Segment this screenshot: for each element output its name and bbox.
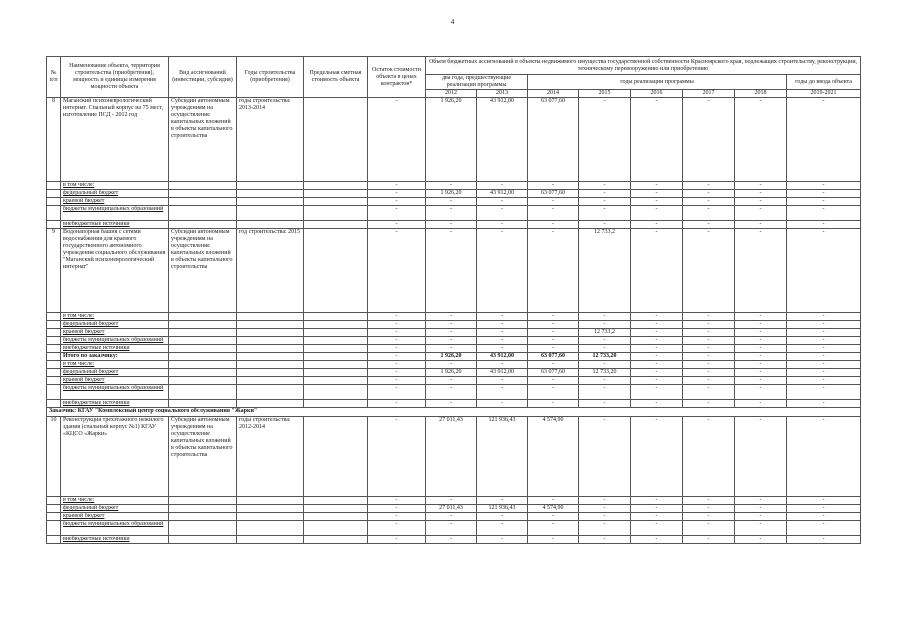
cell-value: - xyxy=(631,521,683,536)
cell-value: - xyxy=(787,221,861,229)
cell-value: - xyxy=(683,417,735,497)
cell-value: - xyxy=(787,536,861,544)
cell-value: 43 912,00 xyxy=(477,98,528,182)
cell-value: - xyxy=(477,229,528,313)
cell-value: - xyxy=(426,206,477,221)
cell-value: 121 936,43 xyxy=(477,505,528,513)
cell-value: - xyxy=(683,98,735,182)
cell-value: - xyxy=(683,361,735,369)
cell-value: - xyxy=(426,361,477,369)
investment-table xyxy=(46,56,861,544)
cell-value: - xyxy=(631,337,683,345)
header-after: годы до ввода объекта xyxy=(787,75,861,90)
cell-value: 12 733,20 xyxy=(579,353,631,361)
cell-value: - xyxy=(579,377,631,385)
table-row xyxy=(47,417,861,497)
table-row xyxy=(47,345,861,353)
cell-value: - xyxy=(368,345,426,353)
cell-value: - xyxy=(426,377,477,385)
cell-value: - xyxy=(528,182,579,190)
sub-label: внебюджетные источники xyxy=(61,221,169,229)
cell-value: - xyxy=(477,221,528,229)
cell-value: - xyxy=(683,513,735,521)
sub-label: федеральный бюджет xyxy=(61,369,169,377)
table-row xyxy=(47,321,861,329)
cell-value: - xyxy=(631,229,683,313)
sub-label: краевой бюджет xyxy=(61,198,169,206)
cell-value: - xyxy=(787,329,861,337)
cell-value: - xyxy=(631,536,683,544)
cell-value: - xyxy=(787,98,861,182)
sub-label: федеральный бюджет xyxy=(61,190,169,198)
cell-value: - xyxy=(477,345,528,353)
cell-value: - xyxy=(683,505,735,513)
cell-value: - xyxy=(426,385,477,400)
cell-value: - xyxy=(528,329,579,337)
cell-value: - xyxy=(683,385,735,400)
sub-label: бюджеты муниципальных образований xyxy=(61,385,169,400)
sub-label: внебюджетные источники xyxy=(61,536,169,544)
table-row xyxy=(47,377,861,385)
cell-value: - xyxy=(631,417,683,497)
cell-value: - xyxy=(631,505,683,513)
table-row xyxy=(47,497,861,505)
cell-value: - xyxy=(579,497,631,505)
cell-value: - xyxy=(426,400,477,408)
object-type: Субсидии автономным учреждениям на осуществление капитальных вложений в объекты капитального строительства xyxy=(169,98,237,182)
cell-value: 1 926,20 xyxy=(426,190,477,198)
cell-value: - xyxy=(787,385,861,400)
cell-value: - xyxy=(426,182,477,190)
year-2012: 2012 xyxy=(426,90,477,98)
year-2013: 2013 xyxy=(477,90,528,98)
cell-value: - xyxy=(368,337,426,345)
cell-value: - xyxy=(477,521,528,536)
table-row xyxy=(47,361,861,369)
object-name: Реконструкция трехэтажного нежилого здания (спальный корпус №1) КГАУ «КЦСО «Жарки» xyxy=(61,417,169,497)
header-budget: Объем бюджетных ассигнований в объекты недвижимого имущества государственной собственности Красноярского края, подлежащих строительству, реконструкции, техническому перевооружению или приобретению xyxy=(426,57,861,75)
cell-value: - xyxy=(683,321,735,329)
cell-value: - xyxy=(477,182,528,190)
year-2015: 2015 xyxy=(579,90,631,98)
year-2018: 2018 xyxy=(735,90,787,98)
table-row xyxy=(47,313,861,321)
cell-value: - xyxy=(735,190,787,198)
cell-value: - xyxy=(787,206,861,221)
cell-value: - xyxy=(631,221,683,229)
sub-label: внебюджетные источники xyxy=(61,400,169,408)
sub-label: краевой бюджет xyxy=(61,513,169,521)
cell-value: - xyxy=(368,400,426,408)
cell-value: - xyxy=(787,513,861,521)
cell-value: - xyxy=(368,206,426,221)
table-row xyxy=(47,369,861,377)
totals-row xyxy=(47,353,861,361)
cell-value: - xyxy=(787,198,861,206)
year-2014: 2014 xyxy=(528,90,579,98)
cell-value: - xyxy=(426,198,477,206)
cell-value: - xyxy=(528,321,579,329)
cell-value: - xyxy=(735,400,787,408)
row-num: 8 xyxy=(47,98,61,182)
cell-value: 63 077,60 xyxy=(528,190,579,198)
cell-value: - xyxy=(735,385,787,400)
cell-value: 27 011,43 xyxy=(426,505,477,513)
cell-value: - xyxy=(631,206,683,221)
cell-value: - xyxy=(368,182,426,190)
cell-value: - xyxy=(528,521,579,536)
cell-value: - xyxy=(631,329,683,337)
cell-value: 1 926,20 xyxy=(426,369,477,377)
cell-value: - xyxy=(528,221,579,229)
cell-value: 1 926,20 xyxy=(426,98,477,182)
header-num: № п/п xyxy=(47,57,61,98)
cell-value: - xyxy=(579,361,631,369)
object-type: Субсидии автономным учреждениям на осуществление капитальных вложений в объекты капитального строительства xyxy=(169,417,237,497)
cell-value: 1 926,20 xyxy=(426,353,477,361)
cell-value: - xyxy=(631,377,683,385)
cell-value: - xyxy=(683,229,735,313)
row-num: 9 xyxy=(47,229,61,313)
cell-value: - xyxy=(528,313,579,321)
header-years: Годы строительства (приобретения) xyxy=(237,57,304,98)
cell-value: - xyxy=(683,182,735,190)
cell-value: - xyxy=(368,353,426,361)
cell-value: - xyxy=(683,313,735,321)
cell-value: - xyxy=(735,417,787,497)
cell-value: - xyxy=(735,505,787,513)
table-row xyxy=(47,385,861,400)
cell-value: - xyxy=(787,345,861,353)
cell-value: - xyxy=(631,198,683,206)
cell-value: - xyxy=(426,229,477,313)
cell-value: - xyxy=(735,521,787,536)
sub-label: в том числе: xyxy=(61,361,169,369)
year-2019-2021: 2019-2021 xyxy=(787,90,861,98)
table-row xyxy=(47,337,861,345)
cell-value: - xyxy=(735,377,787,385)
table-row xyxy=(47,505,861,513)
cell-value: - xyxy=(477,536,528,544)
cell-value: - xyxy=(368,417,426,497)
table-row xyxy=(47,536,861,544)
cell-value: - xyxy=(631,182,683,190)
cell-value: - xyxy=(735,345,787,353)
cell-value: - xyxy=(528,513,579,521)
cell-value: - xyxy=(477,206,528,221)
cell-value: - xyxy=(477,497,528,505)
cell-value: - xyxy=(631,361,683,369)
header-prev: два года, предшествующие реализации программы xyxy=(426,75,528,90)
header-rest: Остаток стоимости объекта в ценах контрактов* xyxy=(368,57,426,98)
cell-value: - xyxy=(631,98,683,182)
sub-label: бюджеты муниципальных образований xyxy=(61,337,169,345)
cell-value: - xyxy=(579,98,631,182)
customer-row xyxy=(47,408,861,417)
cell-value: - xyxy=(368,190,426,198)
page-number: 4 xyxy=(450,18,455,26)
cell-value: - xyxy=(368,321,426,329)
cell-value: - xyxy=(368,385,426,400)
cell-value: - xyxy=(787,377,861,385)
cell-value: - xyxy=(579,206,631,221)
object-type: Субсидии автономным учреждениям на осуществление капитальных вложений в объекты капитального строительства xyxy=(169,229,237,313)
cell-value: 12 733,2 xyxy=(579,329,631,337)
cell-value: - xyxy=(787,353,861,361)
object-years: год строительства: 2015 xyxy=(237,229,304,313)
table-row xyxy=(47,182,861,190)
cell-value: - xyxy=(477,337,528,345)
cell-value: - xyxy=(787,417,861,497)
cell-value: - xyxy=(528,198,579,206)
sub-label: в том числе: xyxy=(61,497,169,505)
cell-value: - xyxy=(683,221,735,229)
cell-value: - xyxy=(477,385,528,400)
cell-value: - xyxy=(477,329,528,337)
cell-value: - xyxy=(426,337,477,345)
cell-value: - xyxy=(528,345,579,353)
cell-value: 12 733,20 xyxy=(579,369,631,377)
cell-value: - xyxy=(787,497,861,505)
cell-value: - xyxy=(735,98,787,182)
table-row xyxy=(47,229,861,313)
cell-value: 27 011,43 xyxy=(426,417,477,497)
year-2016: 2016 xyxy=(631,90,683,98)
cell-value: - xyxy=(368,329,426,337)
header-name: Наименование объекта, территория строительства (приобретения), мощность и единицы измерения мощности объекта xyxy=(61,57,169,98)
cell-value: - xyxy=(735,513,787,521)
cell-value: - xyxy=(579,400,631,408)
sub-label: в том числе: xyxy=(61,313,169,321)
sub-label: федеральный бюджет xyxy=(61,321,169,329)
cell-value: - xyxy=(368,98,426,182)
cell-value: - xyxy=(477,198,528,206)
cell-value: - xyxy=(787,505,861,513)
cell-value: - xyxy=(579,337,631,345)
cell-value: - xyxy=(735,536,787,544)
header-type: Вид ассигнований (инвестиции, субсидия) xyxy=(169,57,237,98)
cell-value: - xyxy=(528,361,579,369)
cell-value: 43 912,00 xyxy=(477,369,528,377)
cell-value: - xyxy=(683,369,735,377)
cell-value: - xyxy=(579,536,631,544)
cell-value: - xyxy=(787,369,861,377)
cell-value: - xyxy=(735,369,787,377)
cell-value: - xyxy=(426,513,477,521)
cell-value: - xyxy=(426,313,477,321)
object-years: годы строительства: 2012-2014 xyxy=(237,417,304,497)
cell-value: - xyxy=(787,313,861,321)
table-row xyxy=(47,190,861,198)
cell-value: - xyxy=(787,361,861,369)
cell-value: - xyxy=(579,521,631,536)
cell-value: - xyxy=(735,182,787,190)
cell-value: - xyxy=(735,361,787,369)
cell-value: - xyxy=(683,521,735,536)
cell-value: - xyxy=(477,513,528,521)
cell-value: - xyxy=(631,313,683,321)
cell-value: - xyxy=(368,198,426,206)
cell-value: - xyxy=(631,353,683,361)
cell-value: - xyxy=(426,329,477,337)
cell-value: - xyxy=(528,536,579,544)
object-name: Маганский психоневрологический интернат. Спальный корпус на 75 мест, изготовление ПСД - 2012 год xyxy=(61,98,169,182)
sub-label: краевой бюджет xyxy=(61,377,169,385)
table-row xyxy=(47,206,861,221)
sub-label: в том числе: xyxy=(61,182,169,190)
cell-value: - xyxy=(477,400,528,408)
cell-value: - xyxy=(477,313,528,321)
cell-value: - xyxy=(683,353,735,361)
cell-value: - xyxy=(787,182,861,190)
cell-value: - xyxy=(735,221,787,229)
cell-value: - xyxy=(631,400,683,408)
cell-value: - xyxy=(368,505,426,513)
cell-value: - xyxy=(368,313,426,321)
cell-value: 63 077,60 xyxy=(528,98,579,182)
table-row xyxy=(47,198,861,206)
cell-value: - xyxy=(426,321,477,329)
cell-value: - xyxy=(579,313,631,321)
cell-value: - xyxy=(787,321,861,329)
cell-value: 4 574,90 xyxy=(528,505,579,513)
cell-value: - xyxy=(683,400,735,408)
cell-value: - xyxy=(735,313,787,321)
cell-value: 63 077,60 xyxy=(528,369,579,377)
table-row xyxy=(47,329,861,337)
cell-value: - xyxy=(735,497,787,505)
object-years: годы строительства: 2013-2014 xyxy=(237,98,304,182)
table-row xyxy=(47,521,861,536)
cell-value: - xyxy=(631,385,683,400)
customer-label: Заказчик: КГАУ "Комплексный центр социального обслуживания "Жарки" xyxy=(47,408,861,417)
cell-value: - xyxy=(477,377,528,385)
cell-value: - xyxy=(368,361,426,369)
cell-value: - xyxy=(631,321,683,329)
cell-value: - xyxy=(426,345,477,353)
cell-value: - xyxy=(787,190,861,198)
cell-value: - xyxy=(368,536,426,544)
cell-value: - xyxy=(683,337,735,345)
cell-value: - xyxy=(579,513,631,521)
table-row xyxy=(47,221,861,229)
cell-value: - xyxy=(528,206,579,221)
cell-value: - xyxy=(735,329,787,337)
cell-value: - xyxy=(368,369,426,377)
sub-label: внебюджетные источники xyxy=(61,345,169,353)
cell-value: - xyxy=(735,321,787,329)
cell-value: - xyxy=(735,206,787,221)
sub-label: краевой бюджет xyxy=(61,329,169,337)
cell-value: - xyxy=(426,536,477,544)
cell-value: - xyxy=(631,190,683,198)
cell-value: - xyxy=(426,221,477,229)
cell-value: - xyxy=(579,198,631,206)
cell-value: - xyxy=(477,361,528,369)
cell-value: - xyxy=(579,321,631,329)
cell-value: - xyxy=(528,385,579,400)
sub-label: бюджеты муниципальных образований xyxy=(61,206,169,221)
table-row xyxy=(47,513,861,521)
cell-value: - xyxy=(528,229,579,313)
cell-value: - xyxy=(579,182,631,190)
cell-value: - xyxy=(426,521,477,536)
cell-value: - xyxy=(735,198,787,206)
cell-value: - xyxy=(528,497,579,505)
cell-value: - xyxy=(579,221,631,229)
cell-value: - xyxy=(528,377,579,385)
cell-value: - xyxy=(579,505,631,513)
cell-value: - xyxy=(528,337,579,345)
table-row xyxy=(47,400,861,408)
cell-value: - xyxy=(368,221,426,229)
cell-value: - xyxy=(631,513,683,521)
cell-value: - xyxy=(368,513,426,521)
cell-value: - xyxy=(631,369,683,377)
cell-value: - xyxy=(735,229,787,313)
cell-value: - xyxy=(683,198,735,206)
cell-value: - xyxy=(787,229,861,313)
table-row xyxy=(47,98,861,182)
cell-value: - xyxy=(683,536,735,544)
cell-value: - xyxy=(579,190,631,198)
cell-value: - xyxy=(631,497,683,505)
cell-value: - xyxy=(579,385,631,400)
object-name: Водонапорная башня с сетями водоснабжения для краевого государственного автономного учреждения социального обслуживания "Маганский психоневрологический интернат" xyxy=(61,229,169,313)
cell-value: - xyxy=(683,190,735,198)
cell-value: - xyxy=(787,400,861,408)
totals-label: Итого по заказчику: xyxy=(61,353,169,361)
cell-value: - xyxy=(787,521,861,536)
cell-value: - xyxy=(787,337,861,345)
cell-value: 43 912,00 xyxy=(477,190,528,198)
cell-value: - xyxy=(477,321,528,329)
cell-value: 121 936,43 xyxy=(477,417,528,497)
cell-value: - xyxy=(631,345,683,353)
cell-value: 43 912,00 xyxy=(477,353,528,361)
sub-label: федеральный бюджет xyxy=(61,505,169,513)
cell-value: - xyxy=(735,353,787,361)
cell-value: - xyxy=(426,497,477,505)
header-prog: годы реализации программы xyxy=(528,75,787,90)
sub-label: бюджеты муниципальных образований xyxy=(61,521,169,536)
cell-value: - xyxy=(579,417,631,497)
cell-value: - xyxy=(579,345,631,353)
cell-value: - xyxy=(368,229,426,313)
row-num: 10 xyxy=(47,417,61,497)
header-cost: Предельная сметная стоимость объекта xyxy=(304,57,368,98)
cell-value: 12 733,2 xyxy=(579,229,631,313)
cell-value: - xyxy=(683,345,735,353)
cell-value: - xyxy=(528,400,579,408)
header-row-1 xyxy=(47,57,861,75)
cell-value: - xyxy=(683,497,735,505)
cell-value: - xyxy=(683,329,735,337)
year-2017: 2017 xyxy=(683,90,735,98)
cell-value: - xyxy=(735,337,787,345)
cell-value: 4 574,90 xyxy=(528,417,579,497)
cell-value: - xyxy=(368,521,426,536)
cell-value: 63 077,60 xyxy=(528,353,579,361)
cell-value: - xyxy=(683,377,735,385)
cell-value: - xyxy=(683,206,735,221)
cell-value: - xyxy=(368,377,426,385)
cell-value: - xyxy=(368,497,426,505)
